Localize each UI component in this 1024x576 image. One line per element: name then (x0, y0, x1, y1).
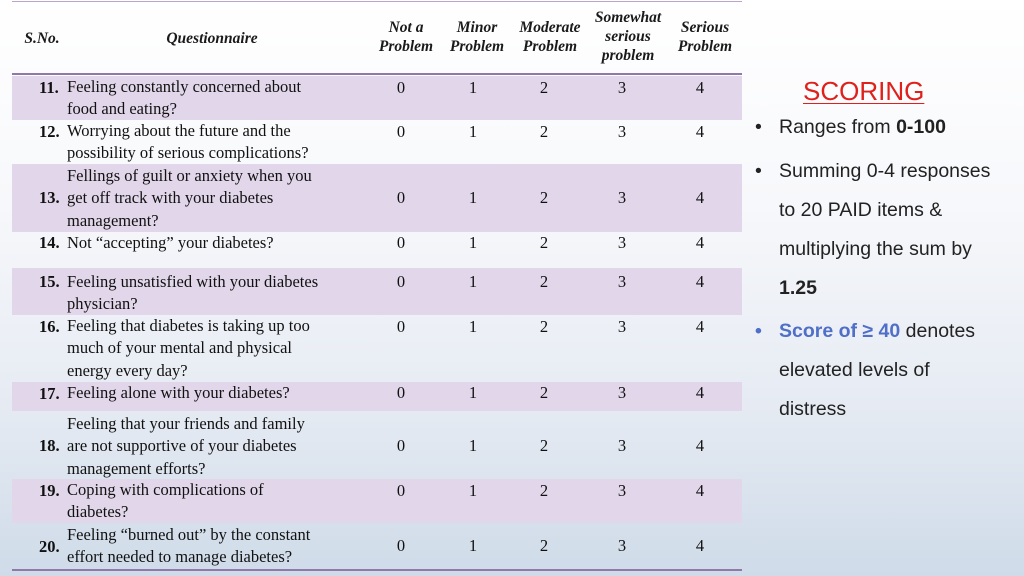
score-not-a-problem: 0 (396, 272, 406, 291)
score-serious-problem: 4 (695, 383, 705, 402)
score-somewhat-serious: 3 (617, 233, 627, 252)
score-not-a-problem: 0 (396, 481, 406, 500)
score-somewhat-serious: 3 (617, 272, 627, 291)
table-row (12, 164, 742, 232)
score-minor-problem: 1 (468, 122, 478, 141)
table-row (12, 268, 742, 315)
score-moderate-problem: 2 (539, 188, 549, 207)
item-number: 16. (39, 317, 60, 336)
score-not-a-problem: 0 (396, 536, 406, 555)
header-rule (12, 73, 742, 75)
item-number: 18. (39, 436, 60, 455)
bullet-dot: • (755, 116, 762, 138)
score-serious-problem: 4 (695, 536, 705, 555)
score-not-a-problem: 0 (396, 233, 406, 252)
score-somewhat-serious: 3 (617, 383, 627, 402)
score-moderate-problem: 2 (539, 233, 549, 252)
score-minor-problem: 1 (468, 481, 478, 500)
score-somewhat-serious: 3 (617, 536, 627, 555)
score-not-a-problem: 0 (396, 436, 406, 455)
score-minor-problem: 1 (468, 317, 478, 336)
score-serious-problem: 4 (695, 317, 705, 336)
header-minor-problem: Minor Problem (449, 19, 505, 55)
score-moderate-problem: 2 (539, 78, 549, 97)
score-somewhat-serious: 3 (617, 122, 627, 141)
score-minor-problem: 1 (468, 78, 478, 97)
score-not-a-problem: 0 (396, 383, 406, 402)
item-number: 12. (39, 122, 60, 141)
item-number: 17. (39, 384, 60, 403)
header-not-a-problem: Not a Problem (378, 19, 434, 55)
item-number: 13. (39, 188, 60, 207)
score-moderate-problem: 2 (539, 317, 549, 336)
bullet-dot: • (755, 320, 762, 342)
score-minor-problem: 1 (468, 536, 478, 555)
score-serious-problem: 4 (695, 78, 705, 97)
header-serious-problem: Serious Problem (677, 19, 733, 55)
score-moderate-problem: 2 (539, 383, 549, 402)
item-number: 19. (39, 481, 60, 500)
scoring-title: SCORING (803, 76, 925, 106)
score-not-a-problem: 0 (396, 317, 406, 336)
score-moderate-problem: 2 (539, 272, 549, 291)
bullet-range-value: 0-100 (896, 116, 946, 138)
item-text: Feeling that diabetes is taking up too much of your mental and physical energy every day? (67, 316, 310, 380)
score-not-a-problem: 0 (396, 122, 406, 141)
score-moderate-problem: 2 (539, 436, 549, 455)
header-questionnaire: Questionnaire (166, 30, 258, 47)
score-minor-problem: 1 (468, 272, 478, 291)
score-somewhat-serious: 3 (617, 188, 627, 207)
bullet-range-text: Ranges from (779, 116, 897, 138)
table-row (12, 76, 742, 120)
score-somewhat-serious: 3 (617, 78, 627, 97)
header-somewhat-serious-problem: Somewhat serious problem (594, 9, 662, 64)
item-text: Not “accepting” your diabetes? (67, 233, 274, 252)
item-number: 14. (39, 233, 60, 252)
item-text: Worrying about the future and the possibility of serious complications? (67, 121, 309, 163)
header-moderate-problem: Moderate Problem (519, 19, 581, 55)
score-moderate-problem: 2 (539, 122, 549, 141)
score-not-a-problem: 0 (396, 188, 406, 207)
score-moderate-problem: 2 (539, 536, 549, 555)
score-serious-problem: 4 (695, 481, 705, 500)
item-text: Coping with complications of diabetes? (67, 480, 264, 522)
item-text: Feeling that your friends and family are not supportive of your diabetes management efforts? (67, 414, 305, 478)
bullet-dot: • (755, 160, 762, 182)
table-row (12, 120, 742, 164)
header-sno: S.No. (24, 30, 60, 47)
table-row (12, 315, 742, 382)
score-somewhat-serious: 3 (617, 481, 627, 500)
score-serious-problem: 4 (695, 436, 705, 455)
score-minor-problem: 1 (468, 188, 478, 207)
score-serious-problem: 4 (695, 233, 705, 252)
table-bottom-rule (12, 569, 742, 571)
table-row (12, 411, 742, 479)
table-row (12, 479, 742, 523)
score-somewhat-serious: 3 (617, 317, 627, 336)
table-row (12, 382, 742, 411)
score-serious-problem: 4 (695, 188, 705, 207)
item-text: Feeling constantly concerned about food and eating? (67, 77, 302, 119)
table-row (12, 523, 742, 569)
score-not-a-problem: 0 (396, 78, 406, 97)
table-row (12, 232, 742, 268)
item-number: 15. (39, 272, 60, 291)
item-text: Feeling “burned out” by the constant effort needed to manage diabetes? (67, 525, 311, 567)
score-somewhat-serious: 3 (617, 436, 627, 455)
item-number: 20. (39, 537, 60, 556)
bullet-multiplier-value: 1.25 (779, 277, 817, 299)
score-moderate-problem: 2 (539, 481, 549, 500)
paid-questionnaire-table (12, 0, 742, 576)
table-header (12, 0, 742, 72)
item-text: Fellings of guilt or anxiety when you get off track with your diabetes management? (67, 166, 312, 230)
item-number: 11. (39, 78, 59, 97)
score-serious-problem: 4 (695, 272, 705, 291)
item-text: Feeling alone with your diabetes? (67, 383, 290, 402)
score-minor-problem: 1 (468, 233, 478, 252)
score-minor-problem: 1 (468, 383, 478, 402)
score-minor-problem: 1 (468, 436, 478, 455)
item-text: Feeling unsatisfied with your diabetes physician? (67, 272, 319, 314)
score-serious-problem: 4 (695, 122, 705, 141)
threshold-score: Score of ≥ 40 (779, 320, 901, 342)
